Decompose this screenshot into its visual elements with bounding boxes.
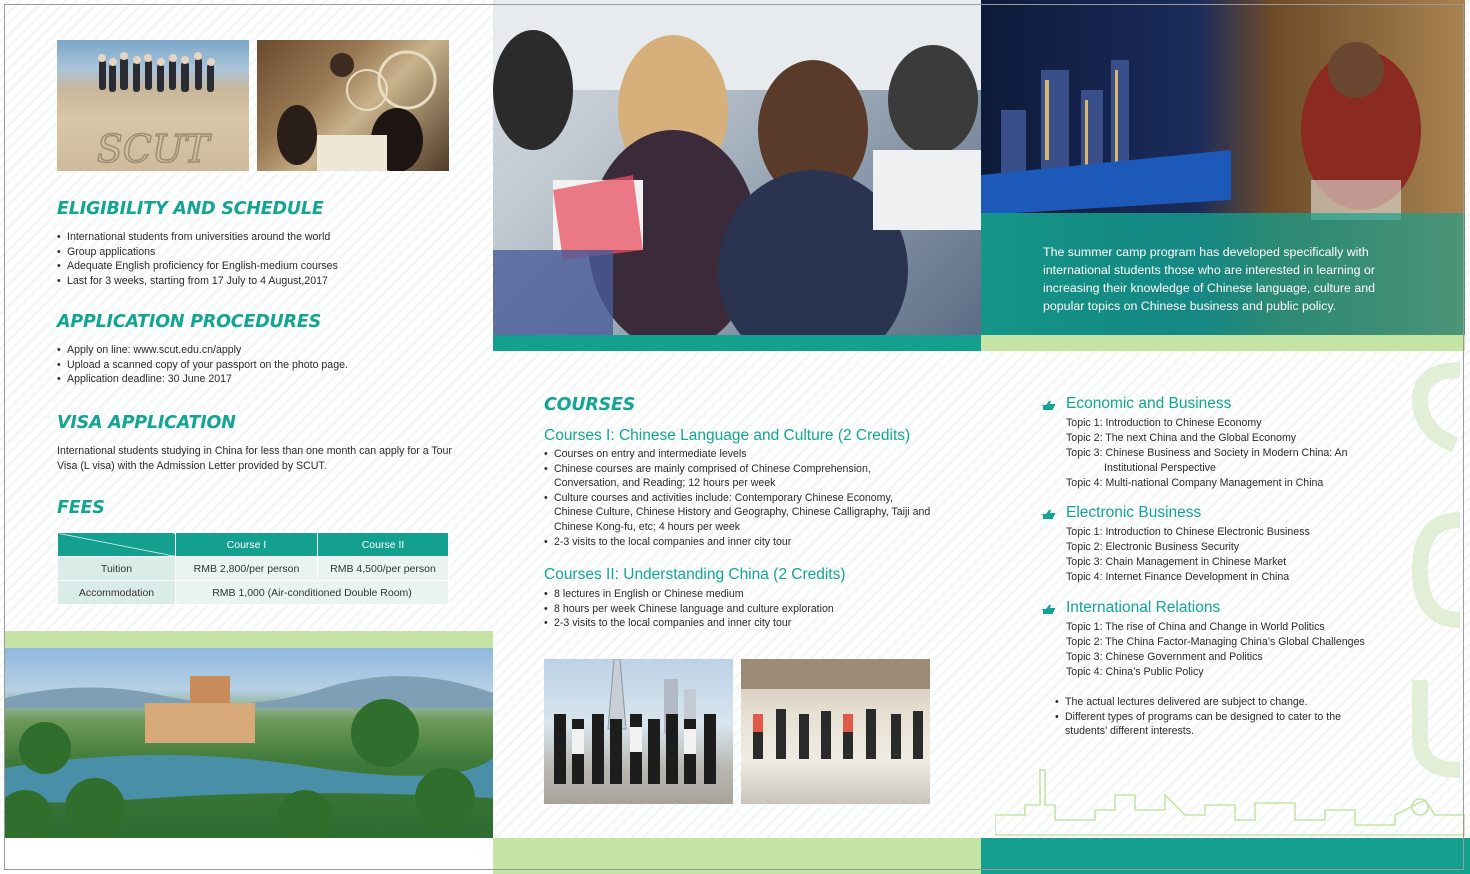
right-green-band — [981, 335, 1465, 351]
international-topics — [1066, 620, 1396, 680]
fees-accommodation-label: Accommodation — [58, 581, 176, 605]
list-item: • Different types of programs can be designed to cater to the students’ different interests. — [1055, 710, 1375, 739]
fees-table — [57, 532, 449, 605]
fees-header-course2: Course II — [318, 533, 449, 557]
list-item: • 8 lectures in English or Chinese medium — [544, 587, 932, 602]
fees-accommodation-value: RMB 1,000 (Air-conditioned Double Room) — [176, 581, 449, 605]
electronic-title: Electronic Business — [1066, 504, 1202, 521]
economic-topics — [1066, 416, 1386, 491]
list-item: Topic 4: Multi-national Company Management in China — [1066, 477, 1324, 489]
campus-photo — [5, 648, 493, 838]
beach-group-photo — [57, 40, 249, 171]
course2-title: Courses II: Understanding China (2 Credits) — [544, 566, 846, 583]
course2-list — [544, 587, 932, 631]
scut-watermark — [1400, 360, 1470, 780]
list-item: • 8 hours per week Chinese language and culture exploration — [544, 602, 932, 617]
list-item: Topic 1: Introduction to Chinese Economy — [1066, 417, 1262, 429]
electronic-topics — [1066, 525, 1386, 585]
application-list — [57, 343, 457, 387]
pointing-hand-icon — [1040, 400, 1056, 412]
list-item: Topic 4: China’s Public Policy — [1066, 666, 1204, 678]
fees-tuition-course1: RMB 2,800/per person — [176, 557, 318, 581]
classroom-photo — [493, 0, 981, 335]
list-item: • 2-3 visits to the local companies and inner city tour — [544, 616, 932, 631]
city-tour-photo — [544, 659, 733, 804]
eligibility-heading: ELIGIBILITY AND SCHEDULE — [57, 199, 324, 219]
list-item: Topic 1: Introduction to Chinese Electronic Business — [1066, 526, 1310, 538]
course1-title: Courses I: Chinese Language and Culture (2 Credits) — [544, 427, 911, 444]
fees-tuition-course2: RMB 4,500/per person — [318, 557, 449, 581]
skyline-line-art — [995, 765, 1465, 837]
economic-title: Economic and Business — [1066, 395, 1232, 412]
list-item: • Application deadline: 30 June 2017 — [57, 372, 457, 387]
classroom-photo-art — [493, 0, 981, 335]
course1-list — [544, 447, 932, 549]
campus-photo-art — [5, 648, 493, 838]
fees-heading: FEES — [57, 498, 105, 518]
fees-header-course1: Course I — [176, 533, 318, 557]
list-item: Topic 3: Chinese Government and Politics — [1066, 651, 1263, 663]
workshop-photo-art — [257, 40, 449, 171]
kungfu-class-photo-art — [741, 659, 930, 804]
fees-corner-cell — [58, 533, 176, 557]
list-item: • Adequate English proficiency for English-medium courses — [57, 259, 457, 274]
sand-scut-text: SCUT — [96, 127, 210, 171]
list-item: • The actual lectures delivered are subject to change. — [1055, 695, 1375, 710]
list-item: Topic 3: Chinese Business and Society in Modern China: An Institutional Perspective — [1066, 447, 1348, 474]
notes-list — [1055, 695, 1375, 739]
pointing-hand-icon — [1040, 509, 1056, 521]
list-item: • Upload a scanned copy of your passport on the photo page. — [57, 358, 457, 373]
kungfu-class-photo — [741, 659, 930, 804]
program-description: The summer camp program has developed specifically with international students those who are interested in learning or increasing their knowledge of Chinese language, culture and popular topics on Chinese business and public policy. — [1043, 245, 1376, 313]
list-item: • International students from universities around the world — [57, 230, 457, 245]
list-item: • Chinese courses are mainly comprised of Chinese Comprehension, Conversation, and Reading; 12 hours per week — [544, 462, 932, 491]
list-item: • 2-3 visits to the local companies and inner city tour — [544, 535, 932, 550]
application-heading: APPLICATION PROCEDURES — [57, 312, 321, 332]
list-item: Topic 1: The rise of China and Change in World Politics — [1066, 621, 1325, 633]
beach-photo-art — [57, 40, 249, 171]
courses-heading: COURSES — [544, 395, 636, 415]
workshop-photo — [257, 40, 449, 171]
middle-teal-band — [493, 335, 981, 351]
visa-heading: VISA APPLICATION — [57, 413, 236, 433]
city-tour-photo-art — [544, 659, 733, 804]
list-item: Topic 3: Chain Management in Chinese Market — [1066, 556, 1287, 568]
list-item: Topic 2: The next China and the Global Economy — [1066, 432, 1297, 444]
list-item: • Apply on line: www.scut.edu.cn/apply — [57, 343, 457, 358]
bottom-green-band — [493, 838, 981, 874]
list-item: Topic 2: Electronic Business Security — [1066, 541, 1240, 553]
bottom-left-white — [0, 838, 493, 874]
pointing-hand-icon — [1040, 604, 1056, 616]
list-item: Topic 4: Internet Finance Development in China — [1066, 571, 1290, 583]
international-title: International Relations — [1066, 599, 1221, 616]
bottom-teal-band — [981, 838, 1470, 874]
list-item: • Group applications — [57, 245, 457, 260]
visa-text: International students studying in China for less than one month can apply for a Tour Visa (L visa) with the Admission Letter provided by SCUT. — [57, 445, 452, 472]
list-item: • Last for 3 weeks, starting from 17 July to 4 August,2017 — [57, 274, 457, 289]
list-item: • Courses on entry and intermediate levels — [544, 447, 932, 462]
list-item: Topic 2: The China Factor-Managing China’s Global Challenges — [1066, 636, 1365, 648]
campus-green-band — [5, 631, 493, 648]
fees-tuition-label: Tuition — [58, 557, 176, 581]
list-item: • Culture courses and activities include: Contemporary Chinese Economy, Chinese Culture, Chinese History and Geography, Chinese Calligraphy, Taiji and Chinese Kong-fu, etc; 4 hours per week — [544, 491, 932, 535]
eligibility-list — [57, 230, 457, 288]
